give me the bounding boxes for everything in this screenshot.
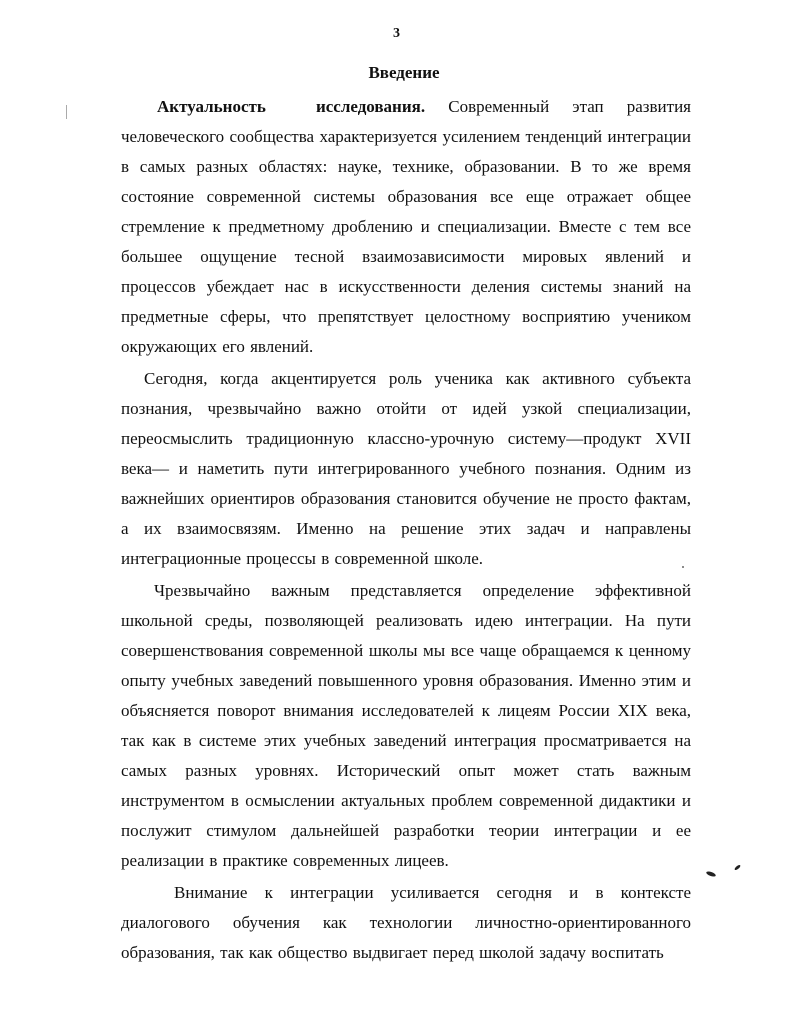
scan-artifact	[706, 870, 717, 877]
scan-artifact	[682, 566, 684, 568]
page-number: 3	[393, 26, 400, 41]
section-heading: Введение	[368, 63, 440, 82]
scan-artifact	[734, 864, 741, 871]
paragraph-school-environment: Чрезвычайно важным представляется определение эффективной школьной среды, позволяющей реализовать идею интеграции. На пути совершенствования современной школы мы все чаще обращаемся к ценному опыту учебных заведений повышенного уровня образования. Именно этим и объясняется поворот внимания исследователей к лицеям России XIX века, так как в системе этих учебных заведений интеграция просматривается на самых разных уровнях. Исторический опыт может стать важным инструментом в осмыслении актуальных проблем современной дидактики и послужит стимулом дальнейшей разработки теории интеграции и ее реализации в практике современных лицеев.	[121, 581, 691, 870]
scan-artifact	[66, 105, 67, 119]
paragraph-today: Сегодня, когда акцентируется роль ученика как активного субъекта познания, чрезвычайно важно отойти от идей узкой специализации, переосмыслить традиционную классно-урочную систему—продукт XVII века— и наметить пути интегрированного учебного познания. Одним из важнейших ориентиров образования становится обучение не просто фактам, а их взаимосвязям. Именно на решение этих задач и направлены интеграционные процессы в современной школе.	[121, 369, 691, 568]
paragraph-relevance	[121, 92, 691, 362]
paragraph-lead: Актуальность исследования.	[157, 97, 426, 116]
paragraph-dialogue: Внимание к интеграции усиливается сегодня и в контексте диалогового обучения как технологии личностно-ориентированного образования, так как общество выдвигает перед школой задачу воспитать	[121, 883, 691, 962]
body-text	[121, 92, 691, 970]
paragraph-text: Современный этап развития человеческого сообщества характеризуется усилением тенденций интеграции в самых разных областях: науке, технике, образовании. В то же время состояние современной системы образования все еще отражает общее стремление к предметному дроблению и специализации. Вместе с тем все большее ощущение тесной взаимозависимости мировых явлений и процессов убеждает нас в искусственности деления системы знаний на предметные сферы, что препятствует целостному восприятию учеником окружающих его явлений.	[121, 97, 691, 356]
